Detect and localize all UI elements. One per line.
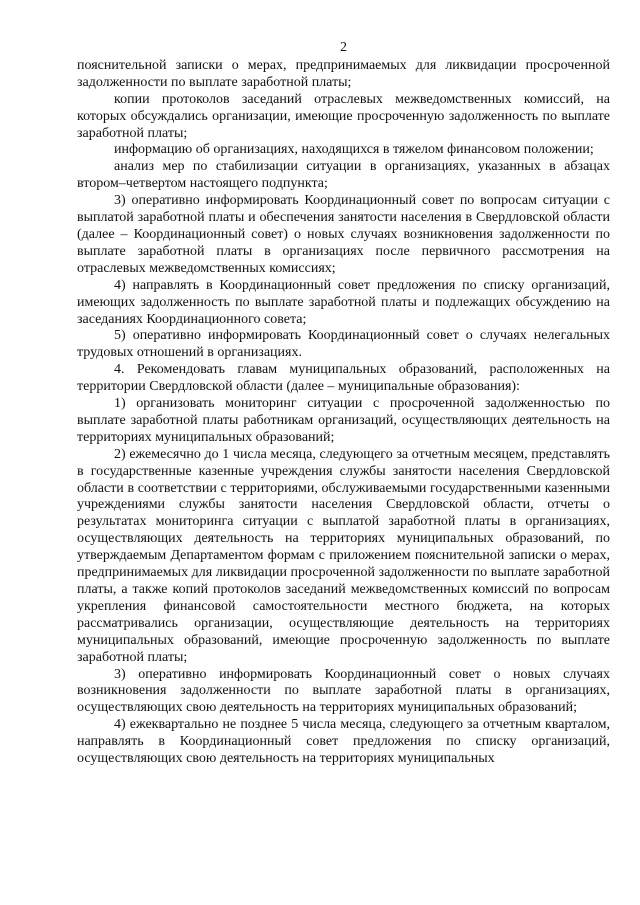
page-number: 2 xyxy=(340,40,347,55)
paragraph-item-4-proposals: 4) направлять в Координационный совет предложения по списку организаций, имеющих задолженность по выплате заработной платы и подлежащих обсуждению на заседаниях Координационного совета; xyxy=(77,277,610,327)
document-page xyxy=(77,40,610,768)
paragraph-protocol-copies: копии протоколов заседаний отраслевых межведомственных комиссий, на которых обсуждались организации, имеющие просроченную задолженность по выплате заработной платы; xyxy=(77,91,610,141)
paragraph-difficult-organizations: информацию об организациях, находящихся в тяжелом финансовом положении; xyxy=(114,142,594,158)
paragraph-stabilization-analysis: анализ мер по стабилизации ситуации в организациях, указанных в абзацах втором–четвертом настоящего подпункта; xyxy=(77,159,610,192)
paragraph-item-5-illegal-labor: 5) оперативно информировать Координационный совет о случаях нелегальных трудовых отношений в организациях. xyxy=(77,328,610,361)
paragraph-sub-4-quarterly: 4) ежеквартально не позднее 5 числа месяца, следующего за отчетным кварталом, направлять в Координационный совет предложения по списку организаций, осуществляющих свою деятельность на территориях муниципальных xyxy=(77,717,610,767)
paragraph-continuation: пояснительной записки о мерах, предпринимаемых для ликвидации просроченной задолженности по выплате заработной платы; xyxy=(77,57,610,90)
paragraph-sub-3-inform-council: 3) оперативно информировать Координационный совет о новых случаях возникновения задолженности по выплате заработной платы в организациях, осуществляющих свою деятельность на территориях муниципальных образований; xyxy=(77,666,610,716)
paragraph-sub-2-monthly-reports: 2) ежемесячно до 1 числа месяца, следующего за отчетным месяцем, представлять в государственные казенные учреждения службы занятости населения Свердловской области в соответствии с территориями, обслуживаемыми государственными казенными учреждениями службы занятости населения Свердловской области, отчеты о результатах мониторинга ситуации с выплатой заработной платы в организациях, осуществляющих деятельность на территориях муниципальных образований, по утверждаемым Департаментом формам с приложением пояснительной записки о мерах, предпринимаемых для ликвидации просроченной задолженности по выплате заработной платы, а также копий протоколов заседаний межведомственных комиссий по вопросам укрепления финансовой самостоятельности местного бюджета, на которых рассматривались организации, осуществляющие деятельность на территориях муниципальных образований, имеющие просроченную задолженность по выплате заработной платы; xyxy=(77,446,610,665)
paragraph-section-4-recommend: 4. Рекомендовать главам муниципальных образований, расположенных на территории Свердловской области (далее – муниципальные образования): xyxy=(77,362,610,395)
paragraph-item-3-inform-council: 3) оперативно информировать Координационный совет по вопросам ситуации с выплатой заработной платы и обеспечения занятости населения в Свердловской области (далее – Координационный совет) о новых случаях возникновения задолженности по выплате заработной платы в организациях после первичного рассмотрения на отраслевых межведомственных комиссиях; xyxy=(77,193,610,276)
paragraph-sub-1-monitoring: 1) организовать мониторинг ситуации с просроченной задолженностью по выплате заработной платы работникам организаций, осуществляющих деятельность на территориях муниципальных образований; xyxy=(77,396,610,445)
